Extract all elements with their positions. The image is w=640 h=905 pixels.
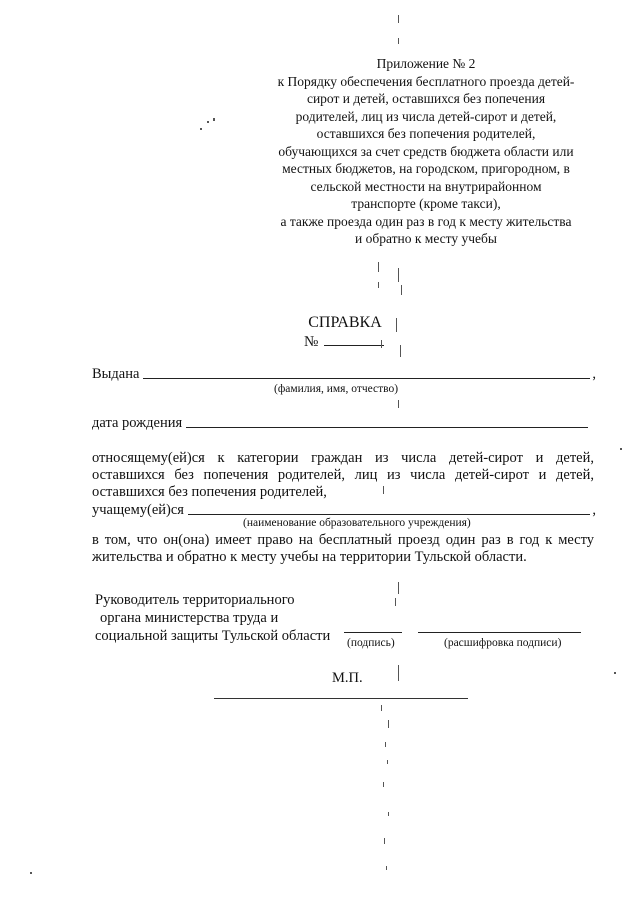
signature-decoding-field[interactable] [418, 631, 581, 633]
issued-row [92, 366, 596, 383]
study-label: учащему(ей)ся [92, 502, 184, 518]
issued-label: Выдана [92, 366, 140, 382]
certificate-number [304, 332, 384, 351]
signature-field[interactable] [344, 631, 402, 633]
appendix-line: сирот и детей, оставшихся без попечения [306, 91, 546, 106]
issued-trailing-comma: , [592, 366, 596, 382]
document-title: СПРАВКА [308, 314, 382, 331]
birth-date-row [92, 415, 596, 432]
decoding-caption: (расшифровка подписи) [444, 637, 562, 649]
stamp-place-label: М.П. [332, 670, 363, 686]
category-line: оставшихся без попечения родителей, [92, 484, 327, 500]
institution-caption: (наименование образовательного учреждения) [243, 517, 471, 529]
appendix-line: а также проезда один раз в год к месту жительства [280, 213, 572, 229]
number-field[interactable] [324, 332, 384, 346]
appendix-line: транспорте (кроме такси), [351, 196, 501, 211]
category-paragraph [92, 450, 594, 501]
appendix-line: родителей, лиц из числа детей-сирот и детей, [295, 108, 557, 124]
signatory-line: Руководитель территориального [95, 592, 295, 608]
appendix-line: сельской местности на внутрирайонном [310, 178, 542, 194]
bottom-rule [214, 697, 468, 699]
appendix-line: местных бюджетов, на городском, пригородном, в [282, 161, 570, 176]
signatory-line: органа министерства труда и [100, 610, 279, 626]
category-line: относящему(ей)ся к категории граждан из числа детей-сирот и детей, [92, 450, 594, 466]
full-name-caption: (фамилия, имя, отчество) [274, 383, 399, 395]
appendix-line: Приложение № 2 [376, 56, 476, 71]
birth-date-label: дата рождения [92, 415, 183, 431]
full-name-field[interactable] [143, 377, 590, 379]
signatory-block [95, 591, 330, 645]
institution-field[interactable] [188, 513, 590, 515]
statement-paragraph [92, 532, 594, 566]
category-line: оставшихся без попечения родителей, лиц из числа детей-сирот и детей, [92, 467, 594, 483]
study-trailing-comma: , [592, 502, 596, 518]
appendix-line: обучающихся за счет средств бюджета области или [278, 143, 574, 159]
statement-line: в том, что он(она) имеет право на бесплатный проезд один раз в год к месту [92, 532, 594, 548]
signature-caption: (подпись) [347, 637, 395, 649]
birth-date-field[interactable] [186, 426, 588, 428]
statement-line: жительства и обратно к месту учебы на территории Тульской области. [92, 549, 527, 565]
appendix-line: оставшихся без попечения родителей, [316, 126, 536, 141]
appendix-line: к Порядку обеспечения бесплатного проезда детей- [277, 73, 575, 89]
signatory-line: социальной защиты Тульской области [95, 628, 331, 644]
number-label: № [304, 334, 319, 350]
appendix-line: и обратно к месту учебы [355, 231, 497, 246]
appendix-header [248, 55, 604, 248]
